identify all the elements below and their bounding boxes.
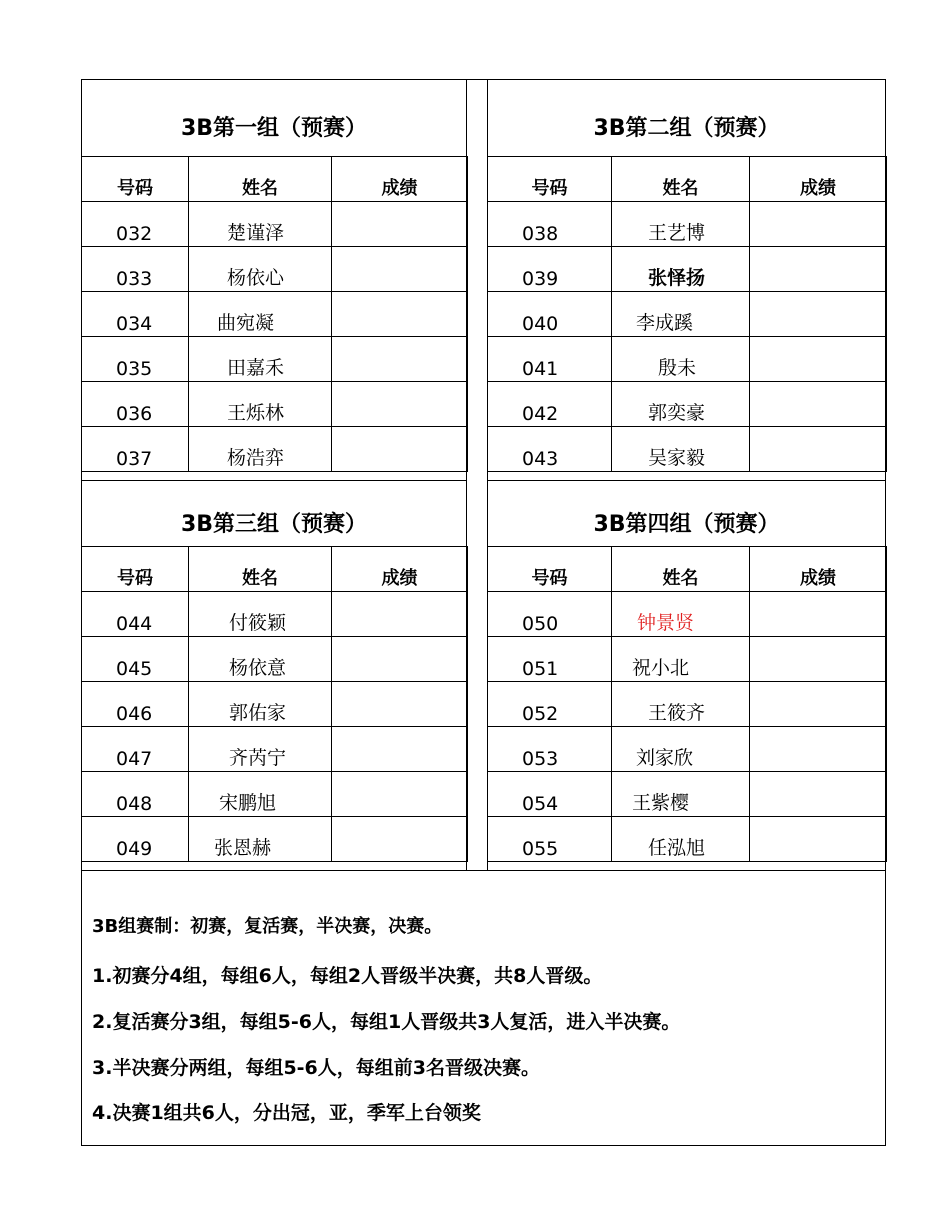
athlete-name: 王紫樱 xyxy=(632,792,690,814)
header-number: 号码 xyxy=(488,157,612,202)
athlete-name-cell xyxy=(189,727,332,772)
group-table xyxy=(81,156,468,472)
athlete-name-cell xyxy=(189,772,332,817)
athlete-name-cell xyxy=(612,637,750,682)
table-row xyxy=(82,202,468,247)
athlete-number: 040 xyxy=(488,292,612,337)
header-number: 号码 xyxy=(82,547,189,592)
header-score: 成绩 xyxy=(750,547,887,592)
score-cell[interactable] xyxy=(750,202,887,247)
table-row xyxy=(82,427,468,472)
group-title: 3B第四组（预赛） xyxy=(593,512,780,537)
score-cell[interactable] xyxy=(332,637,468,682)
score-cell[interactable] xyxy=(750,817,887,862)
header-name: 姓名 xyxy=(612,547,750,592)
athlete-name-cell xyxy=(612,427,750,472)
table-row xyxy=(488,382,887,427)
table-row xyxy=(488,727,887,772)
athlete-name: 郭奕豪 xyxy=(648,402,706,424)
score-cell[interactable] xyxy=(750,772,887,817)
athlete-name-cell xyxy=(189,292,332,337)
athlete-name: 杨依意 xyxy=(229,657,287,679)
group-table xyxy=(487,546,887,862)
table-row xyxy=(82,682,468,727)
score-cell[interactable] xyxy=(332,247,468,292)
group-3 xyxy=(81,480,467,871)
score-cell[interactable] xyxy=(750,247,887,292)
table-row xyxy=(82,247,468,292)
score-cell[interactable] xyxy=(332,382,468,427)
athlete-number: 049 xyxy=(82,817,189,862)
athlete-name: 吴家毅 xyxy=(648,447,706,469)
athlete-number: 046 xyxy=(82,682,189,727)
table-row xyxy=(82,592,468,637)
athlete-name: 王艺博 xyxy=(648,222,706,244)
athlete-name-cell xyxy=(189,592,332,637)
table-row xyxy=(488,592,887,637)
athlete-name: 李成蹊 xyxy=(636,312,694,334)
athlete-name-cell xyxy=(189,682,332,727)
table-row xyxy=(82,337,468,382)
table-row xyxy=(488,772,887,817)
score-cell[interactable] xyxy=(332,427,468,472)
athlete-name-cell xyxy=(189,427,332,472)
athlete-number: 050 xyxy=(488,592,612,637)
athlete-number: 048 xyxy=(82,772,189,817)
table-row xyxy=(82,637,468,682)
notes-divider xyxy=(81,870,886,871)
group-title: 3B第三组（预赛） xyxy=(180,512,368,537)
score-cell[interactable] xyxy=(750,637,887,682)
athlete-name-cell xyxy=(189,337,332,382)
athlete-number: 051 xyxy=(488,637,612,682)
athlete-name-cell xyxy=(612,682,750,727)
rule-item: 1.初赛分4组，每组6人，每组2人晋级半决赛，共8人晋级。 xyxy=(92,965,603,987)
athlete-name: 张怿扬 xyxy=(648,267,706,289)
score-cell[interactable] xyxy=(332,727,468,772)
table-row xyxy=(82,292,468,337)
table-header-row xyxy=(82,157,468,202)
athlete-number: 043 xyxy=(488,427,612,472)
athlete-number: 052 xyxy=(488,682,612,727)
athlete-name: 曲宛凝 xyxy=(217,312,275,334)
group-title: 3B第一组（预赛） xyxy=(180,116,368,141)
athlete-name: 钟景贤 xyxy=(637,612,695,634)
table-row xyxy=(488,337,887,382)
header-number: 号码 xyxy=(82,157,189,202)
athlete-name: 王筱齐 xyxy=(648,702,706,724)
athlete-name: 宋鹏旭 xyxy=(219,792,277,814)
score-cell[interactable] xyxy=(750,382,887,427)
score-cell[interactable] xyxy=(332,682,468,727)
athlete-number: 032 xyxy=(82,202,189,247)
athlete-number: 045 xyxy=(82,637,189,682)
athlete-name: 楚谨泽 xyxy=(227,222,285,244)
table-row xyxy=(488,682,887,727)
athlete-number: 055 xyxy=(488,817,612,862)
athlete-name-cell xyxy=(189,202,332,247)
score-cell[interactable] xyxy=(750,337,887,382)
athlete-name-cell xyxy=(612,247,750,292)
table-row xyxy=(82,727,468,772)
header-number: 号码 xyxy=(488,547,612,592)
table-header-row xyxy=(82,547,468,592)
athlete-name: 田嘉禾 xyxy=(227,357,285,379)
table-row xyxy=(488,637,887,682)
table-row xyxy=(488,292,887,337)
table-header-row xyxy=(488,157,887,202)
athlete-number: 038 xyxy=(488,202,612,247)
table-row xyxy=(488,202,887,247)
athlete-number: 053 xyxy=(488,727,612,772)
athlete-name: 张恩赫 xyxy=(214,837,272,859)
score-cell[interactable] xyxy=(332,772,468,817)
score-cell[interactable] xyxy=(750,592,887,637)
header-name: 姓名 xyxy=(612,157,750,202)
athlete-number: 033 xyxy=(82,247,189,292)
athlete-name-cell xyxy=(612,727,750,772)
table-row xyxy=(488,247,887,292)
athlete-name-cell xyxy=(612,817,750,862)
athlete-name-cell xyxy=(612,337,750,382)
athlete-number: 047 xyxy=(82,727,189,772)
athlete-name: 殷未 xyxy=(658,357,697,379)
athlete-number: 041 xyxy=(488,337,612,382)
athlete-name-cell xyxy=(189,382,332,427)
score-cell[interactable] xyxy=(332,292,468,337)
score-cell[interactable] xyxy=(750,682,887,727)
athlete-name: 杨依心 xyxy=(227,267,285,289)
group-table xyxy=(81,546,468,862)
athlete-number: 037 xyxy=(82,427,189,472)
athlete-name: 任泓旭 xyxy=(648,837,706,859)
score-cell[interactable] xyxy=(750,427,887,472)
table-header-row xyxy=(488,547,887,592)
athlete-number: 042 xyxy=(488,382,612,427)
athlete-name: 付筱颖 xyxy=(229,612,287,634)
table-row xyxy=(82,382,468,427)
athlete-name: 王烁林 xyxy=(227,402,285,424)
header-score: 成绩 xyxy=(750,157,887,202)
athlete-name: 齐芮宁 xyxy=(229,747,287,769)
athlete-name-cell xyxy=(612,202,750,247)
athlete-name-cell xyxy=(612,772,750,817)
athlete-name-cell xyxy=(612,292,750,337)
score-cell[interactable] xyxy=(750,727,887,772)
group-4 xyxy=(487,480,886,871)
athlete-name-cell xyxy=(189,817,332,862)
group-2 xyxy=(487,79,886,480)
athlete-number: 036 xyxy=(82,382,189,427)
rule-item: 3.半决赛分两组，每组5-6人，每组前3名晋级决赛。 xyxy=(92,1057,540,1079)
table-row xyxy=(488,817,887,862)
group-table xyxy=(487,156,887,472)
athlete-number: 044 xyxy=(82,592,189,637)
athlete-name: 刘家欣 xyxy=(636,747,694,769)
athlete-name: 祝小北 xyxy=(632,657,690,679)
athlete-name: 杨浩弈 xyxy=(227,447,285,469)
rule-item: 2.复活赛分3组，每组5-6人，每组1人晋级共3人复活，进入半决赛。 xyxy=(92,1011,681,1033)
header-score: 成绩 xyxy=(332,157,468,202)
table-row xyxy=(488,427,887,472)
table-row xyxy=(82,772,468,817)
row-divider-right xyxy=(487,480,886,481)
score-cell[interactable] xyxy=(332,817,468,862)
athlete-number: 054 xyxy=(488,772,612,817)
athlete-name-cell xyxy=(612,592,750,637)
rules-intro: 3B组赛制：初赛，复活赛，半决赛，决赛。 xyxy=(92,916,443,937)
athlete-name: 郭佑家 xyxy=(229,702,287,724)
athlete-name-cell xyxy=(189,637,332,682)
header-name: 姓名 xyxy=(189,157,332,202)
athlete-number: 034 xyxy=(82,292,189,337)
score-cell[interactable] xyxy=(750,292,887,337)
header-name: 姓名 xyxy=(189,547,332,592)
rule-item: 4.决赛1组共6人，分出冠，亚，季军上台领奖 xyxy=(92,1102,481,1124)
row-divider-left xyxy=(81,480,467,481)
score-cell[interactable] xyxy=(332,337,468,382)
score-cell[interactable] xyxy=(332,592,468,637)
athlete-number: 035 xyxy=(82,337,189,382)
athlete-name-cell xyxy=(612,382,750,427)
table-row xyxy=(82,817,468,862)
group-1 xyxy=(81,79,467,480)
score-cell[interactable] xyxy=(332,202,468,247)
header-score: 成绩 xyxy=(332,547,468,592)
group-title: 3B第二组（预赛） xyxy=(593,116,780,141)
athlete-number: 039 xyxy=(488,247,612,292)
athlete-name-cell xyxy=(189,247,332,292)
